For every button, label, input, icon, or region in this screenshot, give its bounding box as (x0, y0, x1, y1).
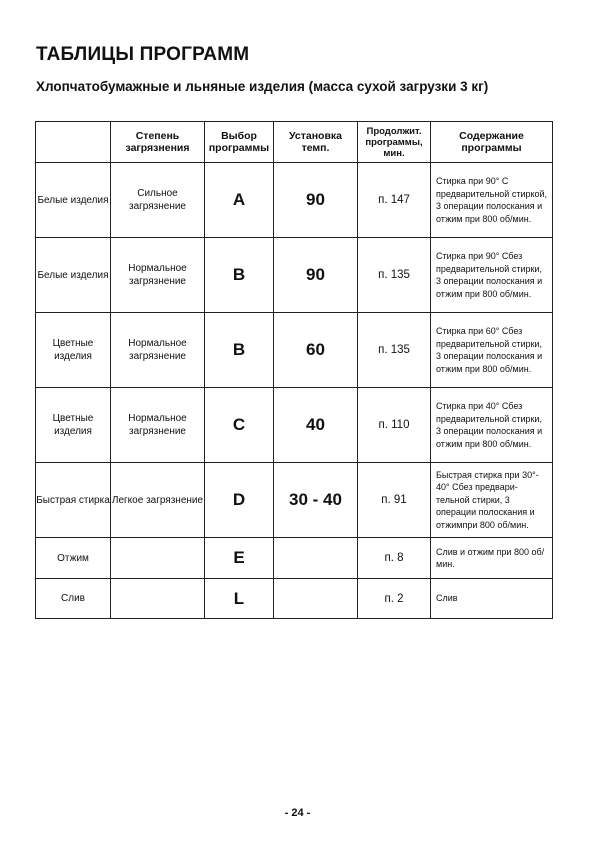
table-row (36, 579, 553, 619)
cell-content: Стирка при 90° Сбез предварительной стирки, 3 операции полоскания и отжим при 800 об/мин. (431, 238, 553, 313)
header-program-select: Выбор программы (205, 122, 274, 163)
table-row (36, 388, 553, 463)
cell-program: D (205, 463, 274, 538)
program-table (35, 121, 553, 619)
cell-soil-level: Нормальное загрязнение (111, 388, 205, 463)
table-row (36, 463, 553, 538)
table-header-row (36, 122, 553, 163)
cell-duration: п. 2 (358, 579, 431, 619)
cell-temperature (274, 538, 358, 579)
header-duration: Продолжит. программы, мин. (358, 122, 431, 163)
cell-duration: п. 110 (358, 388, 431, 463)
cell-duration: п. 135 (358, 313, 431, 388)
header-soil-level: Степень загрязнения (111, 122, 205, 163)
cell-content: Стирка при 60° Сбез предварительной стирки, 3 операции полоскания и отжим при 800 об/мин. (431, 313, 553, 388)
cell-soil-level: Легкое загрязнение (111, 463, 205, 538)
table-row (36, 238, 553, 313)
cell-duration: п. 147 (358, 163, 431, 238)
cell-temperature (274, 579, 358, 619)
table-row (36, 313, 553, 388)
cell-temperature: 90 (274, 163, 358, 238)
header-program-content: Содержание программы (431, 122, 553, 163)
page-number: - 24 - (284, 807, 311, 819)
cell-program: C (205, 388, 274, 463)
cell-program: B (205, 238, 274, 313)
cell-temperature: 30 - 40 (274, 463, 358, 538)
cell-soil-level (111, 538, 205, 579)
cell-duration: п. 91 (358, 463, 431, 538)
cell-content: Стирка при 90° С предварительной стиркой, 3 операции полоскания и отжим при 800 об/мин. (431, 163, 553, 238)
cell-item-type: Цветные изделия (36, 388, 111, 463)
table-row (36, 538, 553, 579)
cell-soil-level: Нормальное загрязнение (111, 238, 205, 313)
page-title: ТАБЛИЦЫ ПРОГРАММ (36, 44, 250, 65)
table-row (36, 163, 553, 238)
cell-program: L (205, 579, 274, 619)
cell-content: Слив (431, 579, 553, 619)
cell-program: B (205, 313, 274, 388)
cell-temperature: 90 (274, 238, 358, 313)
cell-temperature: 60 (274, 313, 358, 388)
page-subtitle: Хлопчатобумажные и льняные изделия (масса сухой загрузки 3 кг) (36, 79, 489, 94)
cell-content: Быстрая стирка при 30°- 40° Сбез предвари- тельной стирки, 3 операции полоскания и отжимпри 800 об/мин. (431, 463, 553, 538)
cell-program: E (205, 538, 274, 579)
cell-item-type: Цветные изделия (36, 313, 111, 388)
cell-item-type: Быстрая стирка (36, 463, 111, 538)
cell-duration: п. 135 (358, 238, 431, 313)
cell-program: A (205, 163, 274, 238)
header-item-type (36, 122, 111, 163)
cell-item-type: Слив (36, 579, 111, 619)
cell-soil-level (111, 579, 205, 619)
cell-duration: п. 8 (358, 538, 431, 579)
cell-soil-level: Нормальное загрязнение (111, 313, 205, 388)
cell-item-type: Отжим (36, 538, 111, 579)
cell-content: Слив и отжим при 800 об/мин. (431, 538, 553, 579)
cell-temperature: 40 (274, 388, 358, 463)
cell-soil-level: Сильное загрязнение (111, 163, 205, 238)
header-temperature: Установка темп. (274, 122, 358, 163)
cell-content: Стирка при 40° Сбез предварительной стирки, 3 операции полоскания и отжим при 800 об/мин. (431, 388, 553, 463)
cell-item-type: Белые изделия (36, 163, 111, 238)
cell-item-type: Белые изделия (36, 238, 111, 313)
